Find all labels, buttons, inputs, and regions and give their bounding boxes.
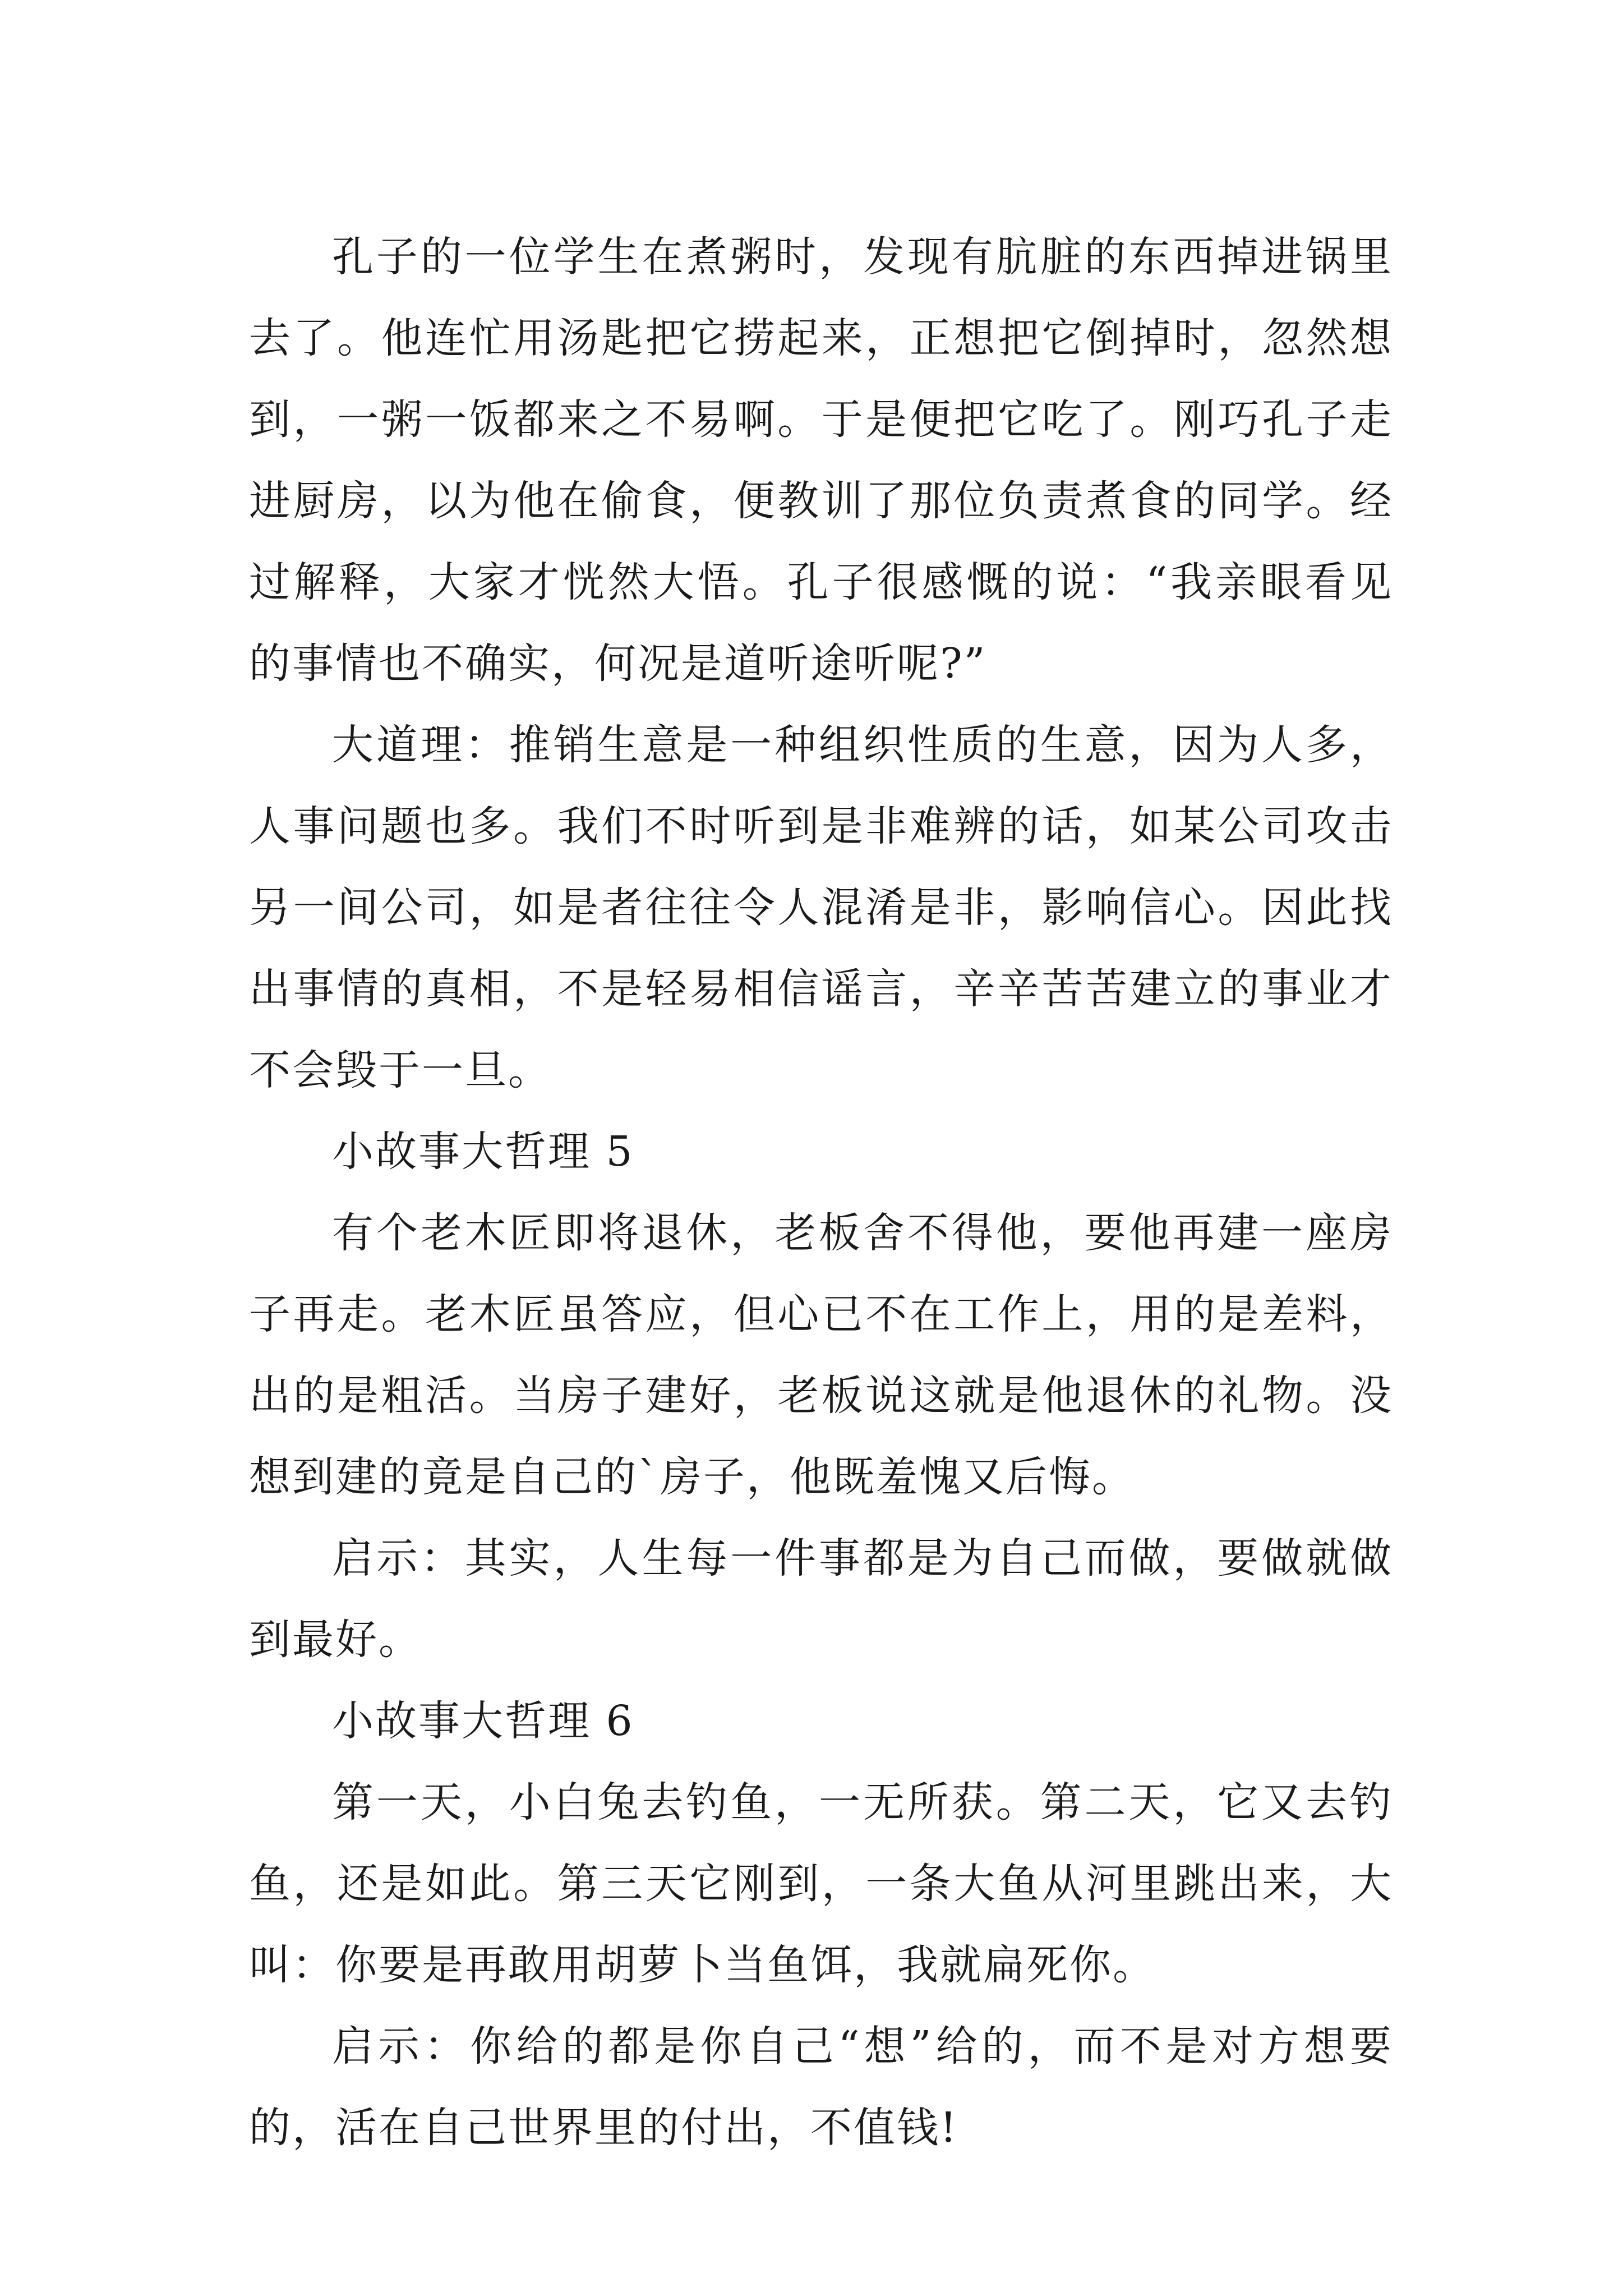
paragraph-carpenter-story: 有个老木匠即将退休，老板舍不得他，要他再建一座房子再走。老木匠虽答应，但心已不在工作上，用的是差料，出的是粗活。当房子建好，老板说这就是他退休的礼物。没想到建的竟是自己的`房子，他既羞愧又后悔。 <box>249 1209 1393 1501</box>
paragraph-lesson-rabbit: 启示：你给的都是你自己“想”给的，而不是对方想要的，活在自己世界里的付出，不值钱! <box>249 2022 1393 2152</box>
paragraph-rabbit-story: 第一天，小白兔去钓鱼，一无所获。第二天，它又去钓鱼，还是如此。第三天它刚到，一条大鱼从河里跳出来，大叫：你要是再敢用胡萝卜当鱼饵，我就扁死你。 <box>249 1778 1393 1989</box>
paragraph-lesson-rumors: 大道理：推销生意是一种组织性质的生意，因为人多，人事问题也多。我们不时听到是非难辨的话，如某公司攻击另一间公司，如是者往往令人混淆是非，影响信心。因此找出事情的真相，不是轻易相信谣言，辛辛苦苦建立的事业才不会毁于一旦。 <box>249 721 1393 1094</box>
section-heading-5: 小故事大哲理 5 <box>332 1128 634 1176</box>
paragraph-lesson-carpenter: 启示：其实，人生每一件事都是为自己而做，要做就做到最好。 <box>249 1534 1393 1664</box>
paragraph-confucius-story: 孔子的一位学生在煮粥时，发现有肮脏的东西掉进锅里去了。他连忙用汤匙把它捞起来，正想把它倒掉时，忽然想到，一粥一饭都来之不易啊。于是便把它吃了。刚巧孔子走进厨房，以为他在偷食，便教训了那位负责煮食的同学。经过解释，大家才恍然大悟。孔子很感慨的说：“我亲眼看见的事情也不确实，何况是道听途听呢?” <box>249 233 1393 688</box>
document-body <box>249 217 1393 2169</box>
section-heading-6: 小故事大哲理 6 <box>332 1697 634 1745</box>
